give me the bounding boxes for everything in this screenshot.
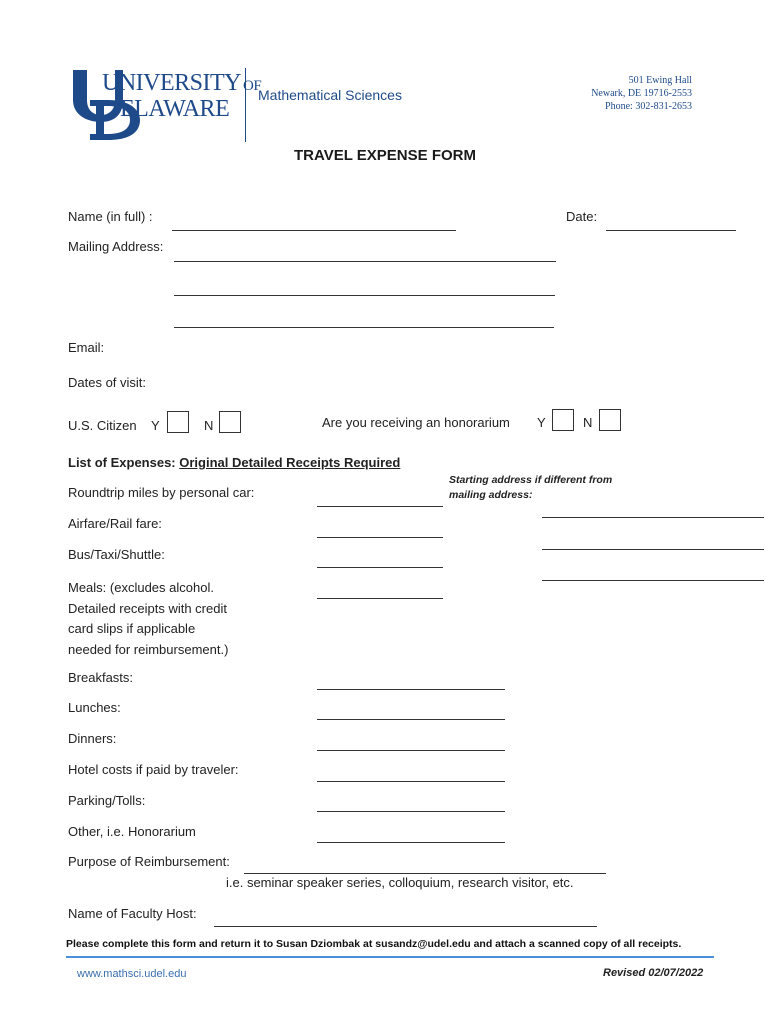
header-divider: [245, 68, 246, 142]
mailing-address-label: Mailing Address:: [68, 239, 164, 254]
starting-address-note-line-1: Starting address if different from: [449, 474, 613, 486]
other-honorarium-field[interactable]: [317, 842, 505, 843]
citizen-yes-checkbox[interactable]: [167, 411, 189, 433]
mailing-address-line-2[interactable]: [174, 295, 555, 296]
email-label: Email:: [68, 340, 105, 355]
mailing-address-line-3[interactable]: [174, 327, 554, 328]
logo-wordmark-bottom: ELAWARE: [120, 96, 230, 122]
purpose-hint: i.e. seminar speaker series, colloquium, research visitor, etc.: [226, 875, 574, 890]
address-line-1: 501 Ewing Hall: [628, 75, 692, 86]
address-line-2: Newark, DE 19716-2553: [591, 88, 692, 99]
honorarium-yes-label: Y: [537, 415, 546, 430]
lunches-field[interactable]: [317, 719, 505, 720]
expenses-heading: [68, 455, 400, 470]
hotel-costs-label: Hotel costs if paid by traveler:: [68, 762, 239, 777]
starting-address-line-2[interactable]: [542, 549, 764, 550]
purpose-field[interactable]: [244, 873, 606, 874]
meals-label-line-3: card slips if applicable: [68, 621, 196, 636]
faculty-host-field[interactable]: [214, 926, 597, 927]
honorarium-label: Are you receiving an honorarium: [322, 415, 510, 430]
revised-date: Revised 02/07/2022: [603, 967, 704, 979]
date-label: Date:: [566, 209, 598, 224]
hotel-costs-field[interactable]: [317, 781, 505, 782]
meals-label-line-2: Detailed receipts with credit: [68, 600, 227, 616]
website-link[interactable]: www.mathsci.udel.edu: [77, 968, 187, 980]
meals-label-line-1: Meals: (excludes alcohol.: [68, 580, 214, 595]
starting-address-line-3[interactable]: [542, 580, 764, 581]
name-field[interactable]: [172, 230, 456, 231]
faculty-host-label: Name of Faculty Host:: [68, 906, 197, 921]
purpose-label: Purpose of Reimbursement:: [68, 854, 230, 869]
phone-number: Phone: 302-831-2653: [605, 101, 692, 112]
meals-label-line-4: needed for reimbursement.): [68, 641, 229, 657]
expenses-heading-receipts: Original Detailed Receipts Required: [179, 455, 401, 470]
citizen-no-checkbox[interactable]: [219, 411, 241, 433]
bus-taxi-label: Bus/Taxi/Shuttle:: [68, 547, 165, 562]
form-title: TRAVEL EXPENSE FORM: [294, 147, 476, 164]
footer-instructions: Please complete this form and return it to Susan Dziombak at susandz@udel.edu and attach a scanned copy of all receipts.: [66, 938, 682, 950]
parking-tolls-field[interactable]: [317, 811, 505, 812]
meals-field[interactable]: [317, 598, 443, 599]
breakfasts-field[interactable]: [317, 689, 505, 690]
parking-tolls-label: Parking/Tolls:: [68, 793, 146, 808]
airfare-label: Airfare/Rail fare:: [68, 516, 162, 531]
dinners-label: Dinners:: [68, 731, 117, 746]
honorarium-yes-checkbox[interactable]: [552, 409, 574, 431]
department-name: Mathematical Sciences: [258, 87, 402, 103]
mailing-address-line-1[interactable]: [174, 261, 556, 262]
footer-rule: [66, 956, 714, 958]
airfare-field[interactable]: [317, 537, 443, 538]
citizen-yes-label: Y: [151, 418, 160, 433]
honorarium-no-label: N: [583, 415, 593, 430]
roundtrip-miles-field[interactable]: [317, 506, 443, 507]
dinners-field[interactable]: [317, 750, 505, 751]
department-address: [591, 74, 692, 113]
roundtrip-miles-label: Roundtrip miles by personal car:: [68, 485, 255, 500]
starting-address-note: [449, 473, 612, 503]
other-honorarium-label: Other, i.e. Honorarium: [68, 824, 196, 839]
meals-label: [68, 578, 228, 660]
breakfasts-label: Breakfasts:: [68, 670, 134, 685]
lunches-label: Lunches:: [68, 700, 121, 715]
us-citizen-label: U.S. Citizen: [68, 418, 137, 433]
date-field[interactable]: [606, 230, 736, 231]
name-label: Name (in full) :: [68, 209, 153, 224]
citizen-no-label: N: [204, 418, 214, 433]
expenses-heading-prefix: List of Expenses:: [68, 455, 176, 470]
bus-taxi-field[interactable]: [317, 567, 443, 568]
logo-wordmark-top: UNIVERSITY OF: [102, 70, 262, 96]
honorarium-no-checkbox[interactable]: [599, 409, 621, 431]
dates-of-visit-label: Dates of visit:: [68, 375, 147, 390]
starting-address-line-1[interactable]: [542, 517, 764, 518]
starting-address-note-line-2: mailing address:: [449, 489, 533, 501]
